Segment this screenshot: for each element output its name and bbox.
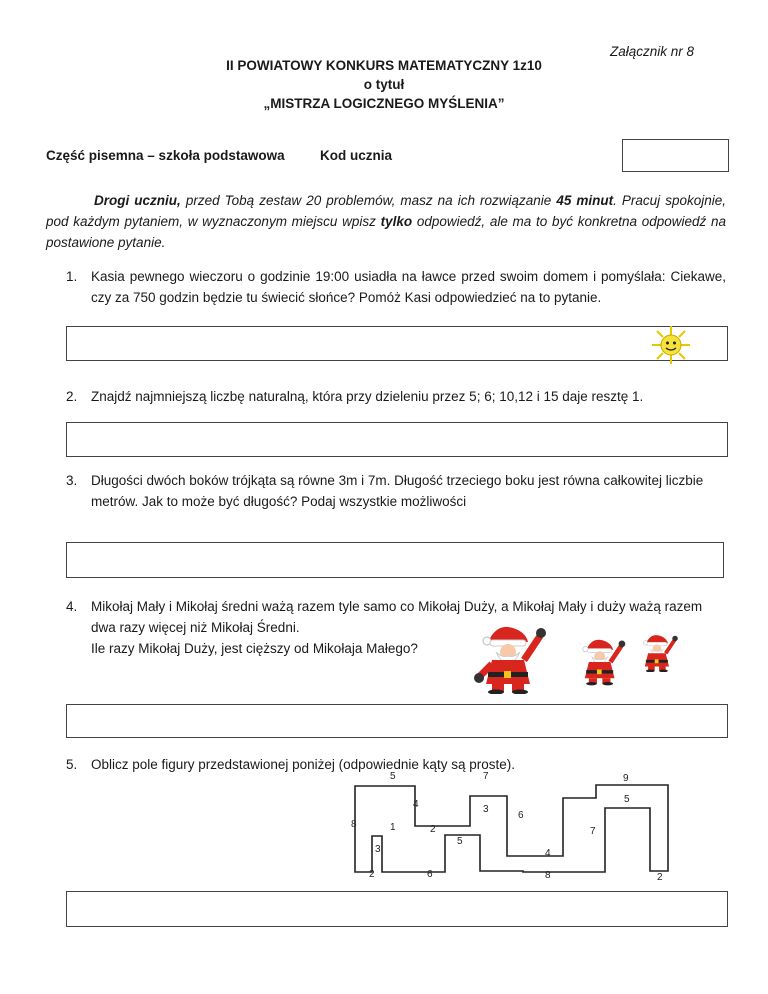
intro-time: 45 minut: [556, 193, 614, 208]
intro-text-1: przed Tobą zestaw 20 problemów, masz na ich rozwiązanie: [180, 193, 557, 208]
question-text-2: Ile razy Mikołaj Duży, jest cięższy od Mikołaja Małego?: [91, 641, 418, 656]
part-label: Część pisemna – szkoła podstawowa: [46, 148, 285, 163]
answer-box-1[interactable]: [66, 326, 728, 361]
figure-label: 2: [430, 824, 436, 835]
question-text: Długości dwóch boków trójkąta są równe 3m i 7m. Długość trzeciego boku jest równa całkowitej liczbie metrów. Jak to może być długość? Podaj wszystkie możliwości: [91, 473, 704, 509]
sun-icon: [650, 324, 692, 366]
question-3: [66, 470, 706, 512]
figure-label: 8: [545, 870, 551, 881]
question-number: 5.: [66, 757, 78, 772]
figure-label: 3: [483, 804, 489, 815]
question-number: 4.: [66, 599, 78, 614]
figure-label: 7: [590, 826, 596, 837]
figure-label: 7: [483, 771, 489, 782]
intro-text-3: odpowiedź, ale ma to być konkretna odpowiedź na postawione pytanie.: [46, 214, 726, 250]
area-figure: [335, 768, 680, 883]
santa-small-icon: [636, 628, 680, 672]
instructions: [46, 190, 726, 253]
figure-label: 2: [657, 872, 663, 883]
contest-subtitle: o tytuł: [363, 77, 405, 92]
intro-greeting: Drogi uczniu,: [94, 193, 181, 208]
figure-label: 1: [390, 822, 396, 833]
figure-label: 4: [545, 848, 551, 859]
question-1: [66, 266, 726, 308]
figure-label: 8: [351, 819, 357, 830]
intro-only: tylko: [380, 214, 413, 229]
figure-label: 3: [375, 844, 381, 855]
question-text: Oblicz pole figury przedstawionej poniżej (odpowiednie kąty są proste).: [91, 757, 515, 772]
question-2: [66, 386, 726, 407]
answer-box-3[interactable]: [66, 542, 724, 578]
answer-box-4[interactable]: [66, 704, 728, 738]
figure-label: 4: [413, 799, 419, 810]
question-number: 2.: [66, 389, 78, 404]
figure-label: 2: [369, 869, 375, 880]
figure-label: 9: [623, 773, 629, 784]
student-code-field[interactable]: [622, 139, 729, 172]
student-code-label: Kod ucznia: [320, 148, 393, 163]
question-number: 3.: [66, 473, 78, 488]
figure-label: 6: [518, 810, 524, 821]
question-text: Kasia pewnego wieczoru o godzinie 19:00 usiadła na ławce przed swoim domem i pomyślała: Ciekawe, czy za 750 godzin będzie tu świecić słońce? Pomóż Kasi odpowiedzieć na to pytanie.: [91, 269, 726, 305]
intro-text-2: . Pracuj spokojnie, pod każdym pytaniem, w wyznaczonym miejscu wpisz: [46, 193, 727, 229]
question-text: Mikołaj Mały i Mikołaj średni ważą razem tyle samo co Mikołaj Duży, a Mikołaj Mały i duży ważą razem dwa razy więcej niż Mikołaj Średni.: [91, 599, 703, 635]
answer-box-2[interactable]: [66, 422, 728, 457]
figure-label: 6: [427, 869, 433, 880]
attachment-label: Załącznik nr 8: [610, 44, 695, 59]
contest-title: II POWIATOWY KONKURS MATEMATYCZNY 1z10: [226, 58, 542, 73]
santa-large-icon: [470, 614, 550, 694]
santa-medium-icon: [574, 630, 628, 686]
figure-label: 5: [390, 771, 396, 782]
contest-name: „MISTRZA LOGICZNEGO MYŚLENIA”: [263, 96, 505, 111]
answer-box-5[interactable]: [66, 891, 728, 927]
question-text: Znajdź najmniejszą liczbę naturalną, która przy dzieleniu przez 5; 6; 10,12 i 15 daje resztę 1.: [91, 389, 644, 404]
question-number: 1.: [66, 269, 78, 284]
figure-label: 5: [457, 836, 463, 847]
figure-label: 5: [624, 794, 630, 805]
